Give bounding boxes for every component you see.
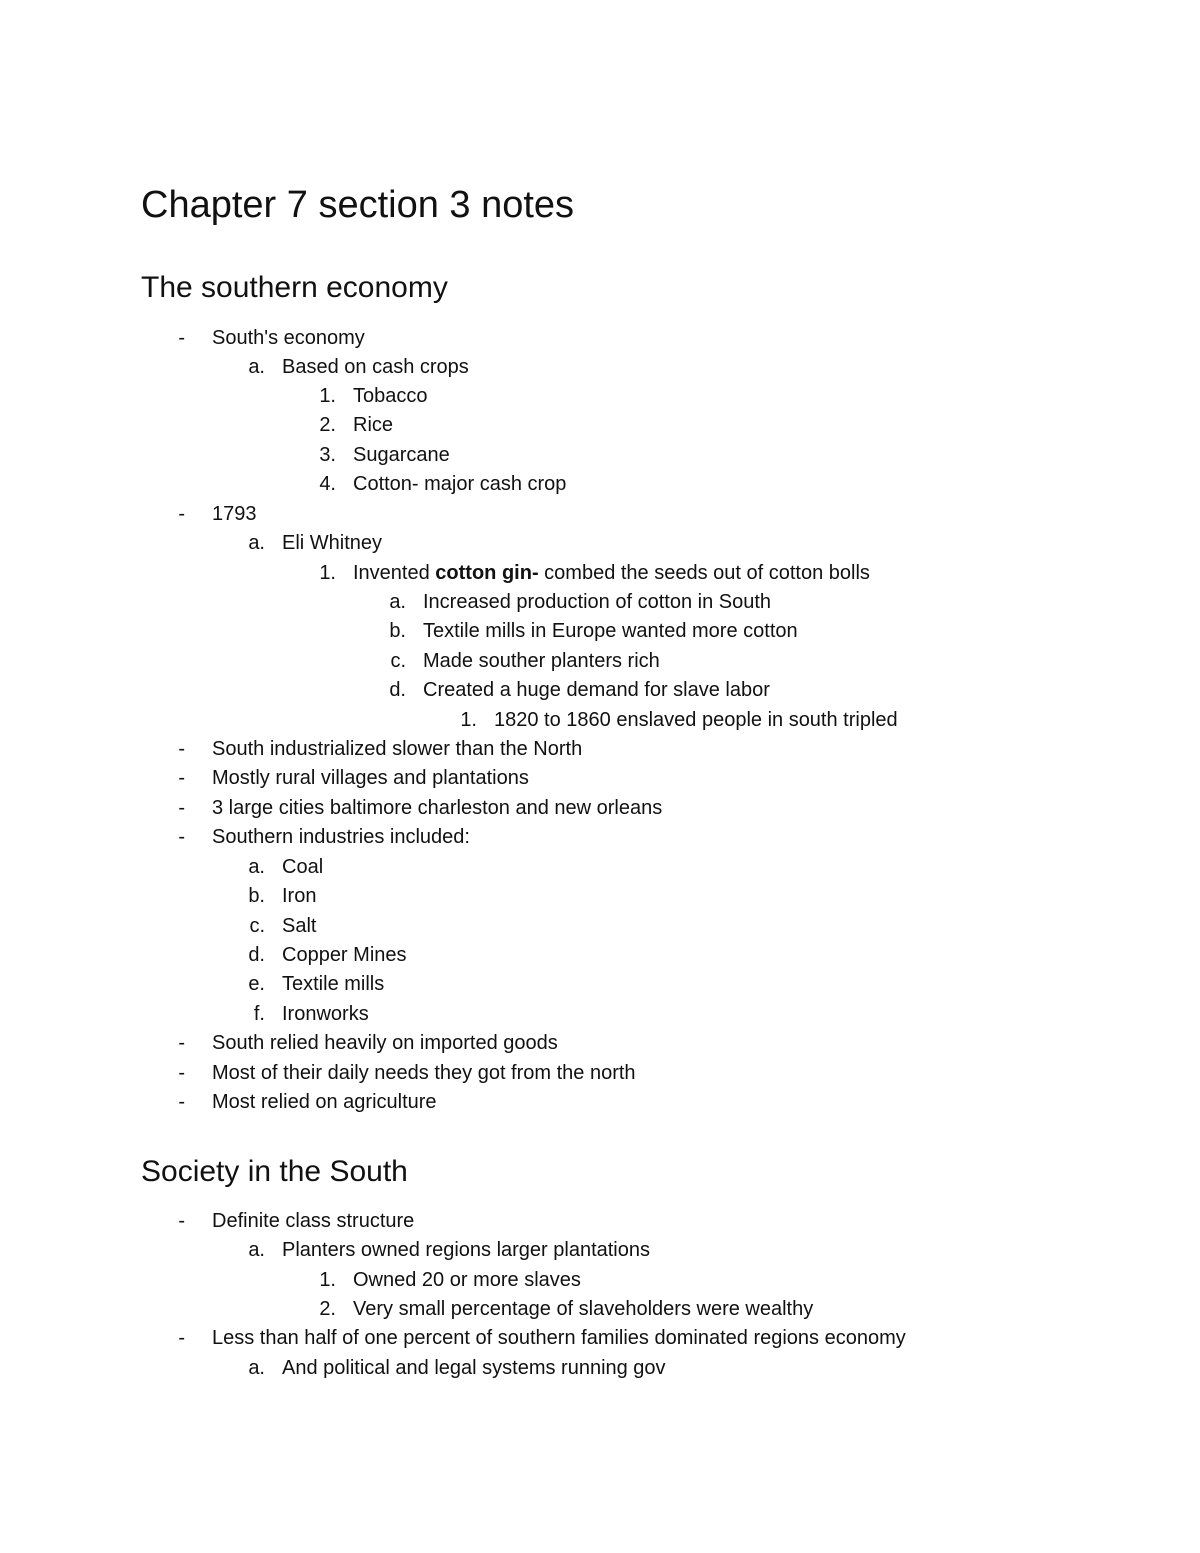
- list-text: And political and legal systems running gov: [282, 1357, 666, 1379]
- list-text: Increased production of cotton in South: [423, 591, 772, 613]
- list-text-post: combed the seeds out of cotton bolls: [538, 562, 870, 584]
- list-text: Ironworks: [282, 1003, 369, 1025]
- list-text: Cotton- major cash crop: [353, 473, 567, 495]
- list-text: 1793: [212, 503, 257, 525]
- list-marker: e.: [248, 973, 265, 995]
- list-marker: -: [178, 1032, 185, 1054]
- list-marker: a.: [248, 856, 265, 878]
- list-text: Owned 20 or more slaves: [353, 1269, 581, 1291]
- list-text: Definite class structure: [212, 1210, 415, 1232]
- list-text: Salt: [282, 915, 317, 937]
- list-marker: -: [178, 797, 185, 819]
- list-marker: 4.: [319, 473, 336, 495]
- list-text: Eli Whitney: [282, 532, 383, 554]
- list-marker: -: [178, 327, 185, 349]
- list-text: Copper Mines: [282, 944, 407, 966]
- list-marker: b.: [389, 620, 406, 642]
- list-marker: b.: [248, 885, 265, 907]
- section-heading-society: Society in the South: [141, 1155, 408, 1188]
- list-text: Tobacco: [353, 385, 428, 407]
- list-marker: a.: [248, 1239, 265, 1261]
- list-marker: d.: [389, 679, 406, 701]
- list-marker: -: [178, 826, 185, 848]
- list-text: Less than half of one percent of southern families dominated regions economy: [212, 1327, 906, 1349]
- list-text: Rice: [353, 414, 394, 436]
- list-marker: -: [178, 503, 185, 525]
- list-text: Very small percentage of slaveholders were wealthy: [353, 1298, 814, 1320]
- list-text-bold: cotton gin-: [435, 562, 539, 584]
- list-text: South's economy: [212, 327, 365, 349]
- list-text: Textile mills: [282, 973, 385, 995]
- list-marker: c.: [390, 650, 406, 672]
- list-text: Textile mills in Europe wanted more cotton: [423, 620, 798, 642]
- list-text: South industrialized slower than the North: [212, 738, 583, 760]
- list-marker: 3.: [319, 444, 336, 466]
- list-marker: -: [178, 1091, 185, 1113]
- list-marker: 2.: [319, 1298, 336, 1320]
- list-text: Most of their daily needs they got from the north: [212, 1062, 636, 1084]
- list-marker: 2.: [319, 414, 336, 436]
- list-marker: a.: [389, 591, 406, 613]
- list-text: Most relied on agriculture: [212, 1091, 437, 1113]
- list-marker: f.: [253, 1003, 265, 1025]
- section-heading-southern-economy: The southern economy: [141, 271, 448, 304]
- list-marker: -: [178, 1327, 185, 1349]
- list-marker: c.: [249, 915, 265, 937]
- page-title: Chapter 7 section 3 notes: [141, 184, 575, 226]
- list-text: Created a huge demand for slave labor: [423, 679, 770, 701]
- list-marker: -: [178, 1062, 185, 1084]
- list-text: 3 large cities baltimore charleston and new orleans: [212, 797, 663, 819]
- list-marker: 1.: [460, 709, 477, 731]
- list-text: Coal: [282, 856, 324, 878]
- list-text: 1820 to 1860 enslaved people in south tripled: [494, 709, 898, 731]
- list-text: Southern industries included:: [212, 826, 470, 848]
- list-marker: -: [178, 738, 185, 760]
- list-marker: a.: [248, 356, 265, 378]
- list-marker: -: [178, 1210, 185, 1232]
- list-text: Based on cash crops: [282, 356, 469, 378]
- list-marker: 1.: [319, 385, 336, 407]
- list-text: [353, 558, 870, 588]
- list-marker: a.: [248, 1357, 265, 1379]
- list-marker: 1.: [319, 1269, 336, 1291]
- list-text: Planters owned regions larger plantations: [282, 1239, 650, 1261]
- list-text-pre: Invented: [353, 562, 436, 584]
- list-marker: d.: [248, 944, 265, 966]
- list-text: Sugarcane: [353, 444, 450, 466]
- list-marker: a.: [248, 532, 265, 554]
- list-text: Mostly rural villages and plantations: [212, 767, 529, 789]
- list-marker: -: [178, 767, 185, 789]
- list-text: Iron: [282, 885, 317, 907]
- list-text: South relied heavily on imported goods: [212, 1032, 558, 1054]
- list-text: Made souther planters rich: [423, 650, 660, 672]
- list-marker: 1.: [319, 562, 336, 584]
